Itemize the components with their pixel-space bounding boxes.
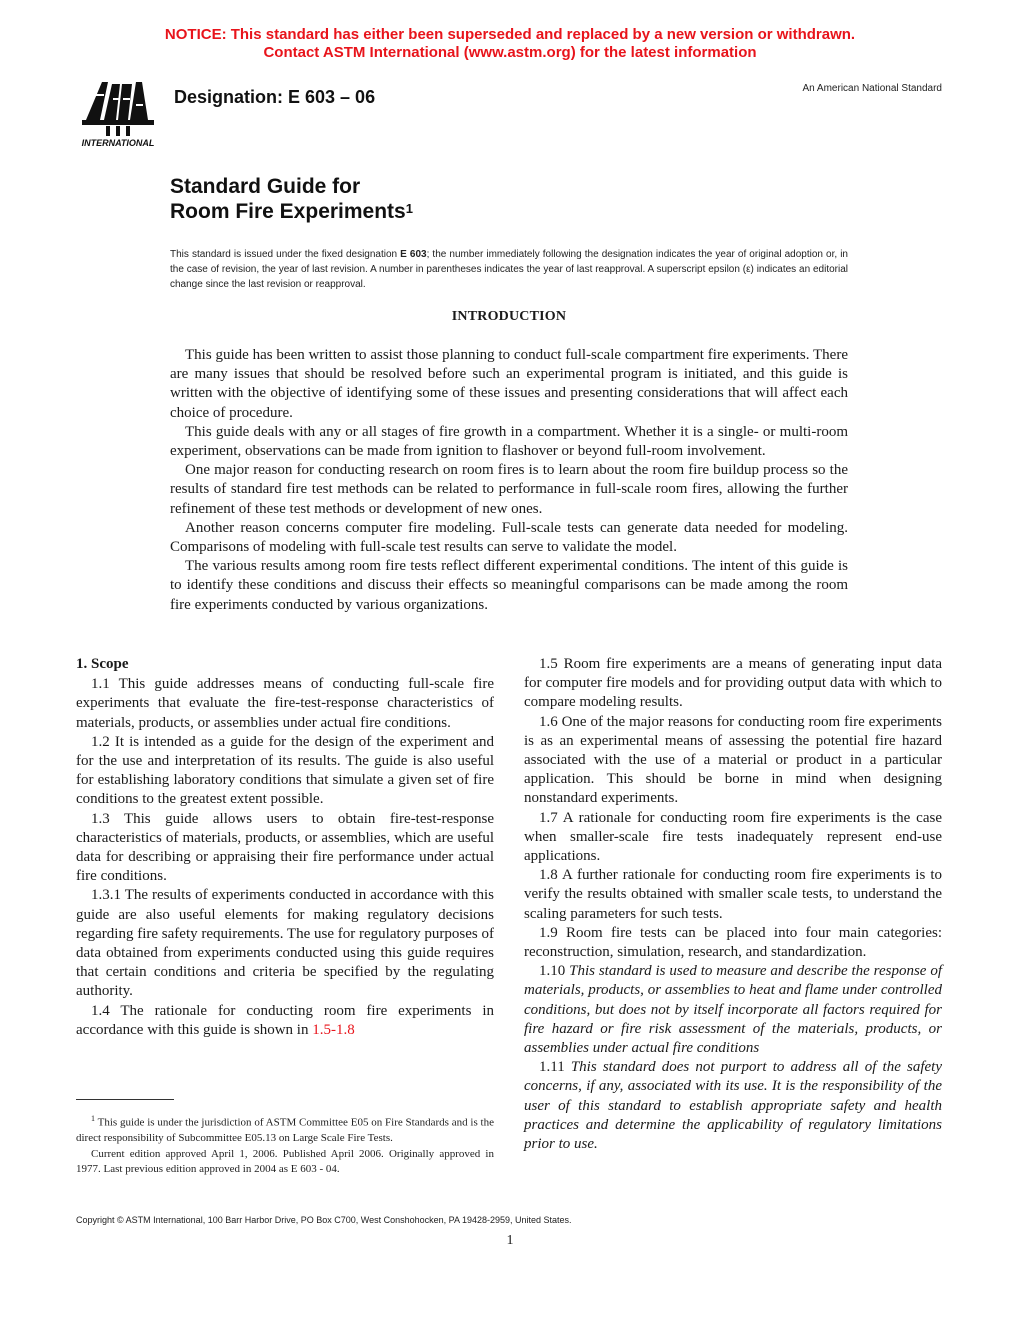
section-1-3-1: 1.3.1 The results of experiments conducted in accordance with this guide are also useful elements for making regulatory decisions regarding fire safety requirements. The use for regulatory purposes of data obtained from experiments conducted using this guide requires that certain conditions and criteria be specified by the regulating authority. xyxy=(76,887,494,1000)
issuance-text-2: ; the number immediately following the designation indicates the year of original adoption or, in the case of revision, the year of last revision. A number in parentheses indicates the year of last reapproval. A superscript epsilon (ε) indicates an editorial change since the last revision or reapproval. xyxy=(170,249,848,290)
issuance-designation: E 603 xyxy=(400,249,427,260)
issuance-text-1: This standard is issued under the fixed designation xyxy=(170,249,401,260)
designation: Designation: E 603 – 06 xyxy=(174,87,376,107)
intro-paragraph: One major reason for conducting research on room fires is to learn about the room fire buildup process so the results of standard fire test methods can be related to performance in full-scale room fires, allowing the further refinement of these test methods or development of new ones. xyxy=(170,462,848,517)
section-1-7: 1.7 A rationale for conducting room fire experiments is the case when smaller-scale fire tests inadequately represent end-use applications. xyxy=(524,809,942,865)
intro-paragraph: This guide has been written to assist those planning to conduct full-scale compartment fire experiments. There are many issues that should be resolved before such an experimental program is initiated, and this guide is written with the objective of identifying some of these issues and presenting considerations that will affect each choice of procedure. xyxy=(170,347,848,421)
logo-caption: INTERNATIONAL xyxy=(81,138,155,148)
right-column xyxy=(524,655,942,1154)
section-1-4-text: 1.4 The rationale for conducting room fire experiments in accordance with this guide is shown in xyxy=(76,1002,494,1038)
introduction-body xyxy=(170,346,848,615)
section-1-9: 1.9 Room fire tests can be placed into four main categories: reconstruction, simulation, research, and standardization. xyxy=(524,924,942,961)
left-column xyxy=(76,655,494,1040)
section-1-6: 1.6 One of the major reasons for conducting room fire experiments is as an experimental means of assessing the potential fire hazard associated with the use of a material or product in a particular application. This should be borne in mind when designing nonstandard experiments. xyxy=(524,713,942,807)
document-title xyxy=(170,174,413,224)
footnote-text-1: This guide is under the jurisdiction of ASTM Committee E05 on Fire Standards and is the direct responsibility of Subcommittee E05.13 on Large Scale Fire Tests. xyxy=(76,1116,494,1145)
section-1-8: 1.8 A further rationale for conducting room fire experiments is to verify the results obtained with smaller scale tests, to understand the scaling parameters for such tests. xyxy=(524,867,942,922)
title-line-2 xyxy=(170,199,413,224)
notice-line-1: NOTICE: This standard has either been superseded and replaced by a new version or withdrawn. xyxy=(164,26,856,43)
intro-paragraph: This guide deals with any or all stages of fire growth in a compartment. Whether it is a single- or multi-room experiment, observations can be made from ignition to flashover or beyond full-room involvement. xyxy=(170,423,848,460)
scope-heading: 1. Scope xyxy=(76,656,129,672)
copyright-line: Copyright © ASTM International, 100 Barr Harbor Drive, PO Box C700, West Conshohocken, PA 19428-2959, United States. xyxy=(76,1215,572,1225)
footnote-divider xyxy=(76,1099,174,1100)
national-standard-label: An American National Standard xyxy=(802,83,942,94)
section-1-10-text: This standard is used to measure and describe the response of materials, products, or assemblies to heat and flame under controlled conditions, but does not by itself incorporate all factors required for fire hazard or fire risk assessment of the materials, products, or assemblies under actual fire conditions xyxy=(524,963,942,1057)
title-line-1: Standard Guide for xyxy=(170,175,361,198)
footnote-mark: 1 xyxy=(91,1114,95,1123)
intro-paragraph: Another reason concerns computer fire modeling. Full-scale tests can generate data needed for modeling. Comparisons of modeling with full-scale test results can serve to validate the model. xyxy=(170,519,848,556)
page-number: 1 xyxy=(506,1233,514,1248)
issuance-note xyxy=(170,247,848,292)
footnote xyxy=(76,1111,494,1178)
introduction-heading: INTRODUCTION xyxy=(451,309,567,324)
section-1-3: 1.3 This guide allows users to obtain fire-test-response characteristics of materials, products, or assemblies, which are useful data for describing or appraising their fire performance under actual fire conditions. xyxy=(76,810,494,885)
section-1-4 xyxy=(76,1002,494,1040)
section-1-1: 1.1 This guide addresses means of conducting full-scale fire experiments that evaluate the fire-test-response characteristics of materials, products, or assemblies under actual fire conditions. xyxy=(76,676,494,731)
section-reference-link[interactable]: 1.5-1.8 xyxy=(312,1021,355,1038)
section-1-10 xyxy=(524,962,942,1058)
intro-paragraph: The various results among room fire tests reflect different experimental conditions. The intent of this guide is to identify these conditions and discuss their effects so meaningful comparisons can be made among the room fire experiments conducted by various organizations. xyxy=(170,558,848,613)
title-line-2-text: Room Fire Experiments xyxy=(170,200,406,223)
footnote-paragraph-2: Current edition approved April 1, 2006. Published April 2006. Originally approved in 1977. Last previous edition approved in 2004 as E 603 - 04. xyxy=(76,1147,494,1176)
title-footnote-mark: 1 xyxy=(405,201,413,216)
section-1-11 xyxy=(524,1058,942,1154)
section-1-2: 1.2 It is intended as a guide for the design of the experiment and for the use and interpretation of its results. The guide is also useful for establishing laboratory conditions that simulate a given set of fire conditions to the greatest extent possible. xyxy=(76,733,494,808)
notice-banner xyxy=(0,26,1020,62)
section-1-5: 1.5 Room fire experiments are a means of generating input data for computer fire models and for providing output data with which to compare modeling results. xyxy=(524,656,942,711)
section-1-11-text: This standard does not purport to address all of the safety concerns, if any, associated with its use. It is the responsibility of the user of this standard to establish appropriate safety and health practices and determine the applicability of regulatory limitations prior to use. xyxy=(524,1059,942,1153)
astm-logo-icon xyxy=(76,76,160,148)
notice-line-2: Contact ASTM International (www.astm.org) for the latest information xyxy=(263,44,757,61)
section-1-11-number: 1.11 xyxy=(539,1059,571,1076)
footnote-paragraph-1 xyxy=(76,1111,494,1147)
section-1-10-number: 1.10 xyxy=(539,963,570,980)
